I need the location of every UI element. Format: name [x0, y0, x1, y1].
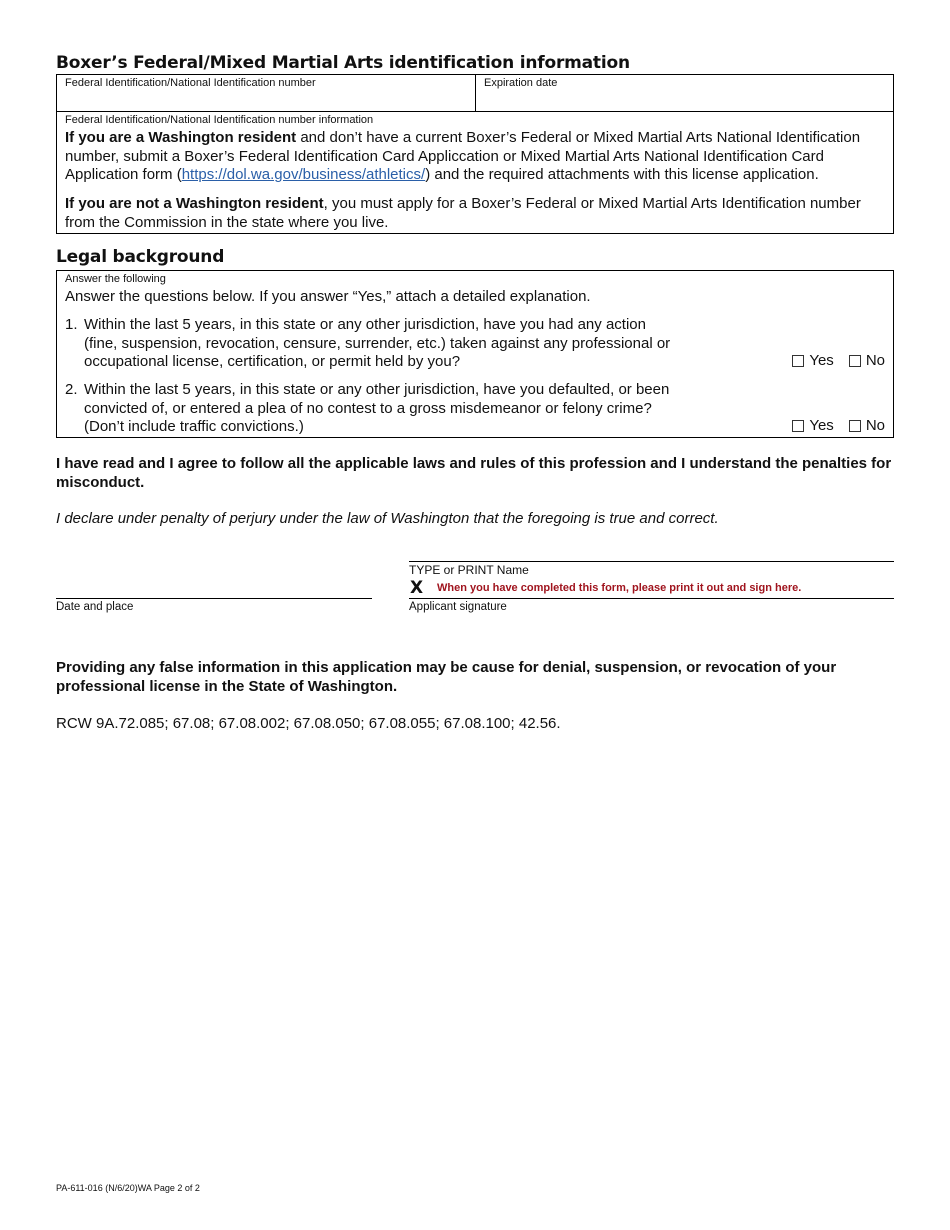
- no-label: No: [865, 417, 885, 434]
- checkbox-icon[interactable]: [849, 420, 861, 432]
- nonresident-text: , you must apply for a Boxer’s Federal or Mixed Martial Arts Identification number from the Commission in the state where you live.: [65, 195, 861, 231]
- question-2-line-3: (Don’t include traffic convictions.): [84, 418, 304, 435]
- checkbox-icon[interactable]: [792, 420, 804, 432]
- question-1-line-2: (fine, suspension, revocation, censure, surrender, etc.) taken against any professional or: [84, 334, 671, 352]
- legal-instructions: Answer the questions below. If you answer “Yes,” attach a detailed explanation.: [65, 288, 591, 305]
- federal-id-number-label: Federal Identification/National Identification number: [65, 77, 316, 89]
- federal-id-number-field[interactable]: [57, 75, 476, 112]
- nonresident-paragraph: [65, 195, 889, 232]
- federal-id-box: [56, 74, 894, 234]
- x-mark-icon: X: [410, 578, 424, 598]
- agreement-statement: I have read and I agree to follow all the applicable laws and rules of this profession and I understand the penalties for misconduct.: [56, 455, 892, 491]
- federal-section-heading: Boxer’s Federal/Mixed Martial Arts identification information: [56, 53, 630, 73]
- rcw-references: RCW 9A.72.085; 67.08; 67.08.002; 67.08.050; 67.08.055; 67.08.100; 42.56.: [56, 715, 561, 732]
- applicant-signature-line[interactable]: [409, 598, 894, 599]
- federal-info-label: Federal Identification/National Identification number information: [65, 114, 374, 126]
- no-label: No: [865, 352, 885, 369]
- print-name-label: TYPE or PRINT Name: [409, 563, 529, 577]
- question-1-yes-option[interactable]: [792, 352, 833, 369]
- yes-label: Yes: [809, 417, 834, 434]
- applicant-signature-label: Applicant signature: [409, 601, 507, 613]
- print-name-line: [409, 561, 894, 562]
- athletics-link[interactable]: https://dol.wa.gov/business/athletics/: [181, 166, 426, 183]
- false-info-warning: Providing any false information in this application may be cause for denial, suspension, or revocation of your professional license in the State of Washington.: [56, 659, 837, 695]
- question-2: [65, 381, 705, 437]
- question-2-line-1: Within the last 5 years, in this state or any other jurisdiction, have you defaulted, or been: [84, 381, 670, 398]
- resident-text-1: and don’t have a current Boxer’s Federal or Mixed Martial Arts National Identification number, submit a Boxer’s Federal Identification Card Appliccation or Mixed Martial Arts National Identification Card Application form (: [65, 129, 861, 183]
- question-2-answers: [777, 417, 885, 434]
- date-place-line[interactable]: [56, 598, 372, 599]
- sign-instruction: When you have completed this form, please print it out and sign here.: [437, 582, 802, 594]
- nonresident-bold: If you are not a Washington resident: [65, 195, 324, 212]
- date-place-label: Date and place: [56, 601, 134, 613]
- perjury-declaration: I declare under penalty of perjury under the law of Washington that the foregoing is true and correct.: [56, 510, 719, 527]
- form-footer: PA-611-016 (N/6/20)WA Page 2 of 2: [56, 1183, 200, 1193]
- expiration-date-field[interactable]: [476, 75, 893, 112]
- question-1-answers: [777, 352, 885, 369]
- checkbox-icon[interactable]: [792, 355, 804, 367]
- question-1: [65, 316, 705, 372]
- resident-text-2: ) and the required attachments with this license application.: [425, 166, 819, 183]
- checkbox-icon[interactable]: [849, 355, 861, 367]
- question-1-line-3: occupational license, certification, or permit held by you?: [84, 353, 461, 370]
- expiration-date-label: Expiration date: [484, 77, 558, 89]
- legal-section-heading: Legal background: [56, 247, 225, 267]
- question-number: 1.: [65, 316, 78, 333]
- yes-label: Yes: [809, 352, 834, 369]
- legal-box: [56, 270, 894, 438]
- resident-bold: If you are a Washington resident: [65, 129, 297, 146]
- resident-paragraph: [65, 129, 889, 185]
- question-2-yes-option[interactable]: [792, 417, 833, 434]
- question-number: 2.: [65, 381, 78, 398]
- question-2-no-option[interactable]: [849, 417, 885, 434]
- question-1-line-1: Within the last 5 years, in this state or any other jurisdiction, have you had any action: [84, 316, 646, 333]
- answer-label: Answer the following: [65, 273, 166, 285]
- question-2-line-2: convicted of, or entered a plea of no contest to a gross misdemeanor or felony crime?: [84, 399, 652, 417]
- question-1-no-option[interactable]: [849, 352, 885, 369]
